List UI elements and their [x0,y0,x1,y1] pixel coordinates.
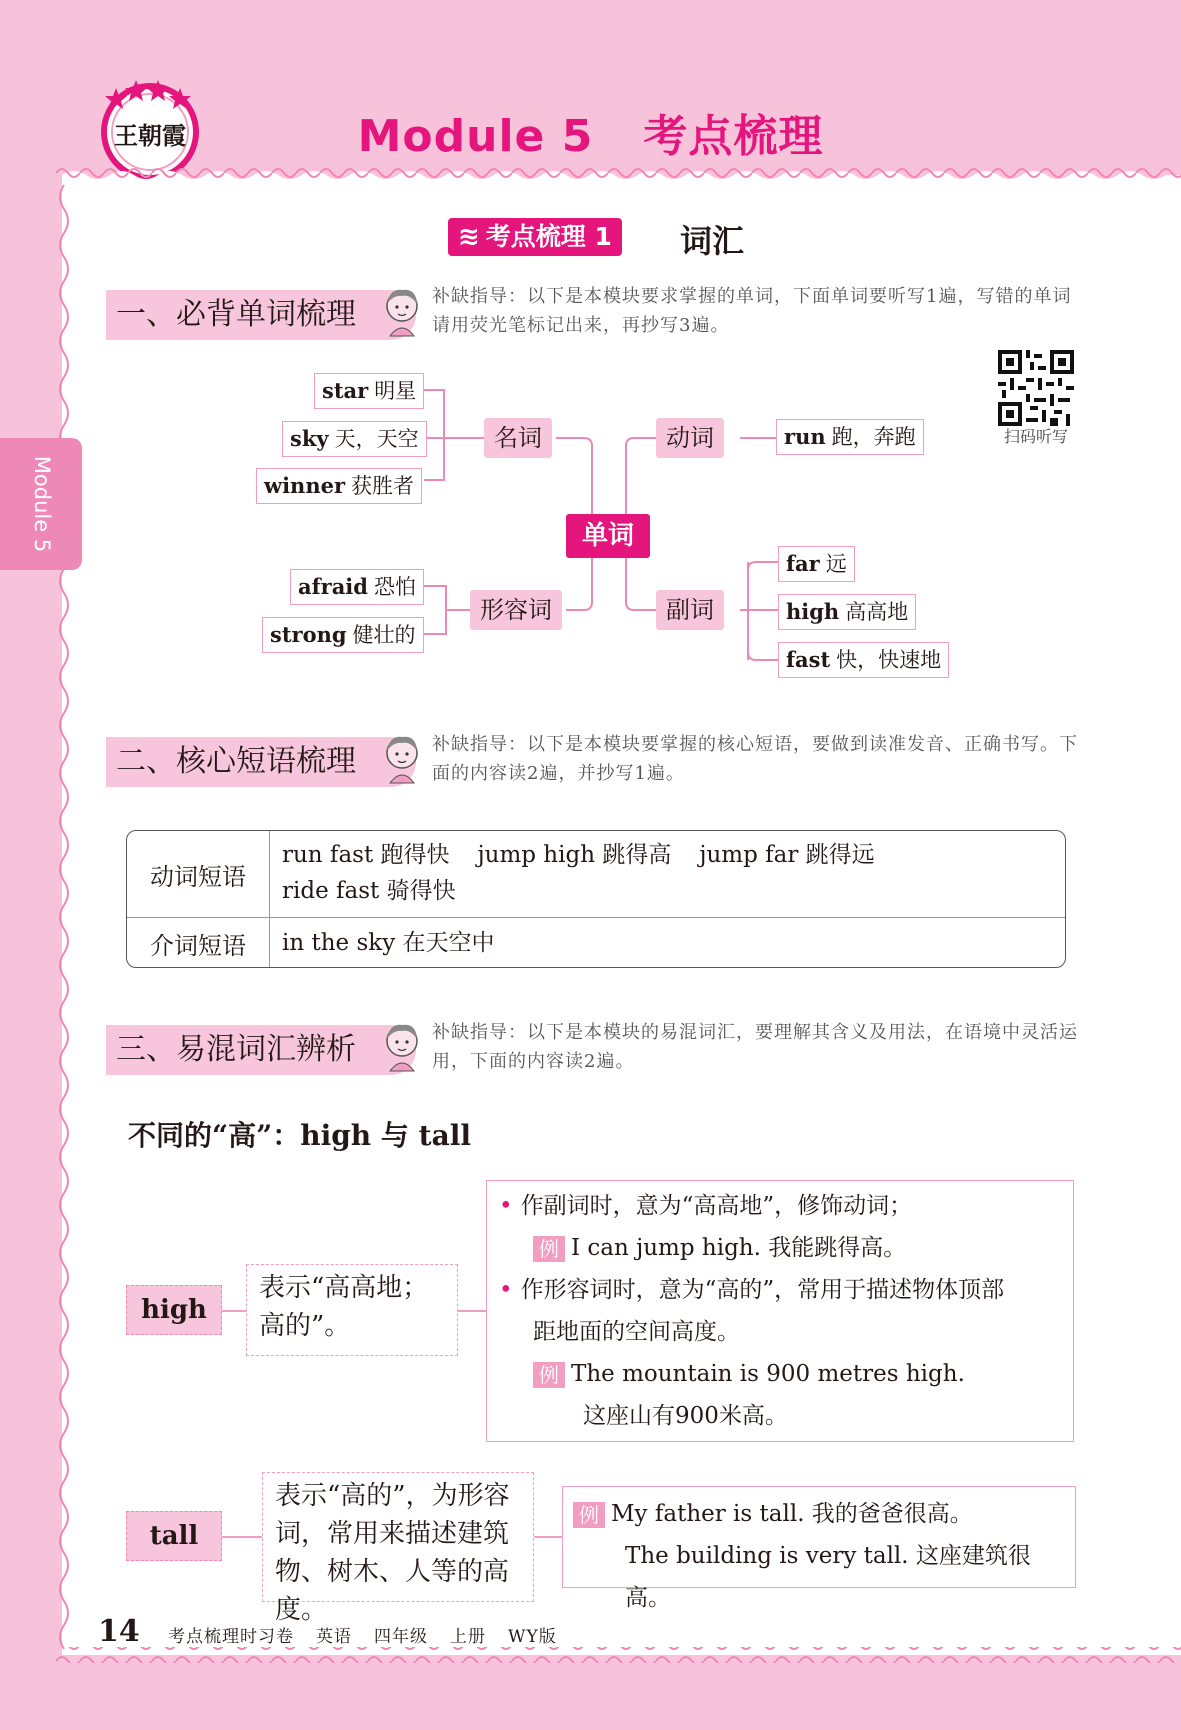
usage-text: 作形容词时，意为“高的”，常用于描述物体顶部 [520,1277,1005,1303]
word-zh: 远 [825,552,847,576]
row-content [282,925,523,961]
word-box-sky [282,421,427,457]
subject: 英语 [316,1627,352,1647]
section-title: 词汇 [680,222,745,260]
example-text: My father is tall. 我的爸爸很高。 [611,1501,973,1527]
side-tab-label: Module 5 [30,455,54,553]
word-box-strong [262,617,424,653]
phrase: run fast 跑得快 [282,842,450,868]
book-title: 考点梳理时习卷 [168,1627,294,1647]
word-en: sky [290,426,329,451]
meaning-line: 表示“高高地； [259,1273,429,1303]
word-en: star [322,378,369,403]
page-title [0,100,1181,164]
center-word-node: 单词 [566,514,650,558]
bullet-icon: • [499,1277,513,1303]
word-en: fast [786,647,831,672]
part1-guide: 补缺指导：以下是本模块要求掌握的单词，下面单词要听写1遍，写错的单词请用荧光笔标记出来，再抄写3遍。 [432,286,1072,336]
girl-avatar-icon [380,286,424,338]
word-tag-high: high [126,1285,222,1335]
word-en: run [784,424,826,449]
edition: WY版 [508,1627,557,1647]
grade: 四年级 [374,1627,428,1647]
comparison-subheading: 不同的“高”：high 与 tall [128,1119,471,1152]
word-box-star [314,373,424,409]
module-name: Module 5 [357,111,594,162]
row-label: 动词短语 [127,831,270,917]
phrase: jump far 跳得远 [699,842,875,868]
bullet-icon: • [499,1193,513,1219]
example-text: The mountain is 900 metres high. [571,1361,965,1387]
usage-text: 作副词时，意为“高高地”，修饰动词； [520,1193,913,1219]
example-text: The building is very tall. 这座建筑很高。 [625,1543,1031,1611]
word-zh: 高高地 [845,600,909,624]
phrase-table [126,830,1066,968]
meaning-line: 表示“高的”，为形容 [275,1481,510,1511]
word-zh: 天，天空 [334,427,419,451]
word-zh: 健壮的 [352,623,416,647]
category-adjective: 形容词 [470,590,562,630]
section-label [448,218,622,256]
category-adverb: 副词 [656,590,724,630]
word-box-fast [778,642,949,678]
word-en: winner [264,473,346,498]
word-zh: 跑，奔跑 [831,425,916,449]
usage-text: 距地面的空间高度。 [533,1319,740,1345]
word-en: high [786,599,840,624]
volume: 上册 [450,1627,486,1647]
tall-example-box [562,1486,1076,1611]
category-noun: 名词 [484,418,552,458]
row-label: 介词短语 [127,918,270,968]
part2-guide: 补缺指导：以下是本模块要掌握的核心短语，要做到读准发音、正确书写。下面的内容读2遍，并抄写1遍。 [432,734,1078,784]
word-en: strong [270,622,347,647]
word-box-winner [256,468,422,504]
word-zh: 恐怕 [373,575,416,599]
phrase: jump high 跳得高 [477,842,672,868]
table-row [127,918,1065,968]
example-text: I can jump high. 我能跳得高。 [571,1235,907,1261]
high-meaning-box [246,1264,458,1356]
word-box-afraid [290,569,424,605]
qr-label: 扫码听写 [1003,427,1068,446]
word-zh: 快，快速地 [836,648,942,672]
example-text: 这座山有900米高。 [583,1403,788,1429]
example-tag: 例 [573,1502,605,1528]
word-box-run [776,419,924,455]
word-en: far [786,551,820,576]
table-row [127,831,1065,918]
part3-guide: 补缺指导：以下是本模块的易混词汇，要理解其含义及用法，在语境中灵活运用，下面的内容读2遍。 [432,1022,1078,1072]
high-usage-box [486,1180,1074,1442]
meaning-line: 词，常用来描述建筑 [275,1519,510,1549]
word-zh: 获胜者 [351,474,415,498]
word-box-far [778,546,855,582]
category-verb: 动词 [656,418,724,458]
part3-heading: 三、易混词汇辨析 [106,1025,416,1075]
phrase: ride fast 骑得快 [282,878,456,904]
page-title-text: 考点梳理 [643,111,824,162]
example-tag: 例 [533,1362,565,1388]
example-tag: 例 [533,1236,565,1262]
word-en: afraid [298,574,368,599]
wave-icon: ≋ [458,222,480,252]
meaning-line: 高的”。 [259,1311,351,1341]
word-box-high [778,594,916,630]
phrase: in the sky 在天空中 [282,930,495,956]
word-zh: 明星 [374,379,417,403]
part1-heading: 一、必背单词梳理 [106,290,416,340]
tall-meaning-box [262,1472,534,1625]
logo-text: 王朝霞 [114,121,186,150]
girl-avatar-icon [380,1021,424,1073]
word-tag-tall: tall [126,1511,222,1561]
section-label-text: 考点梳理 1 [485,222,612,251]
footer-info [168,1622,579,1647]
module-side-tab [0,438,82,570]
page-number: 14 [98,1614,140,1649]
part2-heading: 二、核心短语梳理 [106,737,416,787]
girl-avatar-icon [380,733,424,785]
qr-code[interactable] [998,350,1074,426]
row-content [282,837,903,909]
meaning-line: 物、树木、人等的高度。 [275,1557,510,1625]
